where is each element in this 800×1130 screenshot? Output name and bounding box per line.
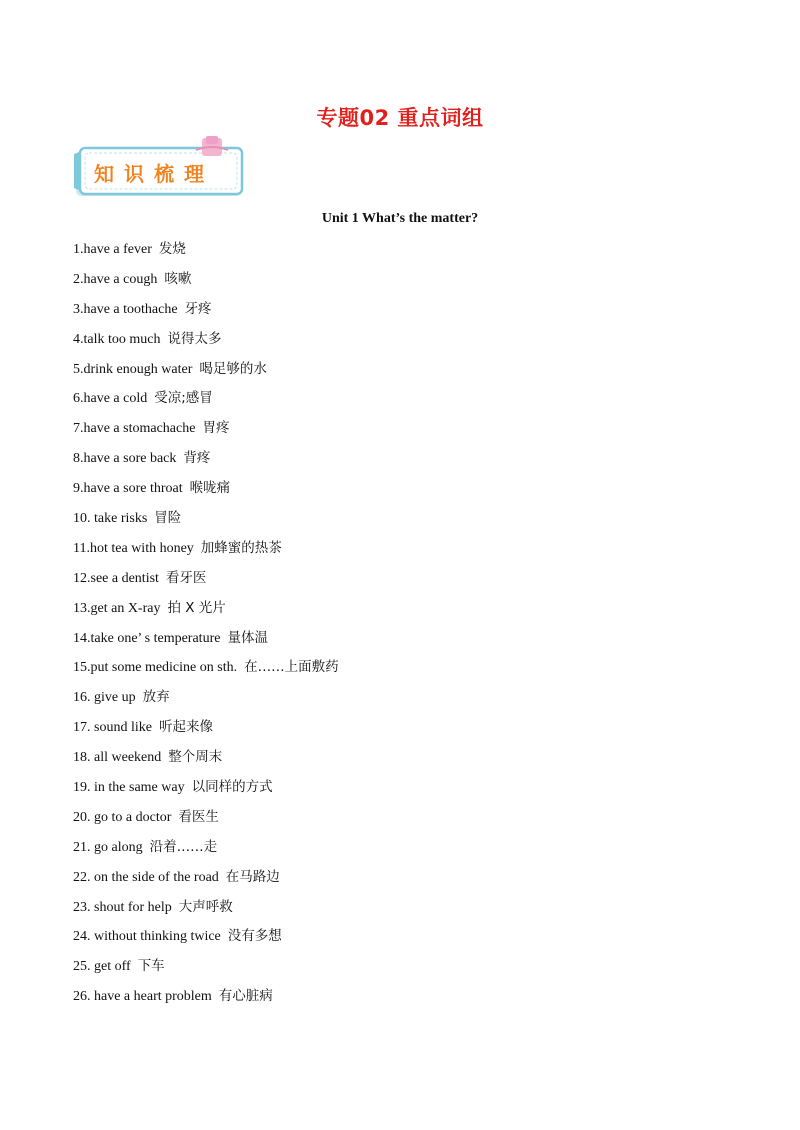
section-banner — [72, 136, 247, 200]
list-item — [73, 627, 339, 657]
list-item — [73, 447, 339, 477]
phrase-english: 26. have a heart problem — [73, 989, 212, 1005]
phrase-chinese: 喝足够的水 — [199, 360, 267, 377]
list-item — [73, 776, 339, 806]
phrase-english: 25. get off — [73, 959, 131, 975]
list-item — [73, 328, 339, 358]
phrase-chinese: 背疼 — [183, 450, 211, 467]
phrase-chinese: 发烧 — [158, 241, 186, 257]
phrase-list — [73, 238, 339, 1015]
phrase-english: 19. in the same way — [73, 780, 185, 796]
unit-heading: Unit 1 What’s the matter? — [321, 211, 479, 226]
list-item — [73, 417, 339, 447]
list-item — [73, 925, 339, 955]
phrase-english: 16. give up — [73, 690, 136, 706]
phrase-english: 4.talk too much — [73, 331, 161, 347]
phrase-chinese: 拍 X 光片 — [167, 599, 226, 616]
phrase-chinese: 喉咙痛 — [189, 480, 231, 497]
phrase-english: 18. all weekend — [73, 750, 162, 766]
list-item — [73, 866, 339, 896]
phrase-english: 3.have a toothache — [73, 301, 178, 317]
phrase-chinese: 受凉;感冒 — [154, 390, 213, 407]
phrase-chinese: 大声呼救 — [178, 898, 233, 915]
phrase-english: 13.get an X-ray — [73, 600, 161, 616]
phrase-chinese: 量体温 — [227, 629, 268, 646]
list-item — [73, 387, 339, 417]
phrase-chinese: 牙疼 — [184, 300, 212, 317]
list-item — [73, 686, 339, 716]
phrase-chinese: 胃疼 — [202, 420, 230, 437]
list-item — [73, 597, 339, 627]
phrase-chinese: 看牙医 — [165, 569, 207, 586]
phrase-chinese: 在马路边 — [225, 868, 280, 885]
phrase-english: 7.have a stomachache — [73, 421, 196, 437]
list-item — [73, 806, 339, 836]
phrase-chinese: 下车 — [137, 958, 165, 975]
phrase-english: 8.have a sore back — [73, 451, 177, 467]
phrase-chinese: 有心脏病 — [218, 988, 273, 1005]
list-item — [73, 298, 339, 328]
phrase-english: 14.take one’ s temperature — [73, 630, 221, 646]
phrase-english: 12.see a dentist — [73, 570, 159, 586]
phrase-chinese: 加蜂蜜的热茶 — [200, 539, 282, 556]
phrase-english: 9.have a sore throat — [73, 481, 183, 497]
phrase-chinese: 说得太多 — [167, 330, 222, 347]
list-item — [73, 955, 339, 985]
phrase-english: 2.have a cough — [73, 271, 158, 287]
phrase-english: 24. without thinking twice — [73, 929, 221, 945]
phrase-chinese: 没有多想 — [227, 928, 282, 945]
page-title: 专题02 重点词组 — [316, 106, 484, 130]
list-item — [73, 477, 339, 507]
phrase-chinese: 在……上面敷药 — [244, 659, 339, 676]
list-item — [73, 746, 339, 776]
phrase-english: 11.hot tea with honey — [73, 540, 194, 556]
phrase-chinese: 看医生 — [178, 808, 219, 825]
phrase-english: 15.put some medicine on sth. — [73, 660, 238, 676]
list-item — [73, 985, 339, 1015]
list-item — [73, 716, 339, 746]
list-item — [73, 896, 339, 926]
phrase-chinese: 听起来像 — [158, 719, 213, 736]
phrase-chinese: 沿着……走 — [149, 838, 218, 855]
phrase-english: 5.drink enough water — [73, 361, 193, 377]
list-item — [73, 537, 339, 567]
list-item — [73, 358, 339, 388]
phrase-chinese: 放弃 — [142, 689, 170, 706]
phrase-english: 17. sound like — [73, 720, 152, 736]
phrase-english: 23. shout for help — [73, 899, 172, 915]
phrase-chinese: 冒险 — [154, 510, 182, 527]
list-item — [73, 836, 339, 866]
list-item — [73, 238, 339, 268]
list-item — [73, 656, 339, 686]
phrase-english: 6.have a cold — [73, 391, 148, 407]
list-item — [73, 268, 339, 298]
phrase-english: 22. on the side of the road — [73, 869, 219, 885]
phrase-english: 21. go along — [73, 839, 143, 855]
phrase-chinese: 以同样的方式 — [191, 779, 273, 796]
phrase-chinese: 咳嗽 — [164, 270, 192, 287]
phrase-english: 1.have a fever — [73, 242, 152, 257]
banner-label: 知识梳理 — [94, 162, 214, 186]
list-item — [73, 567, 339, 597]
list-item — [73, 507, 339, 537]
phrase-chinese: 整个周末 — [168, 749, 223, 766]
phrase-english: 20. go to a doctor — [73, 809, 172, 825]
phrase-english: 10. take risks — [73, 511, 148, 527]
